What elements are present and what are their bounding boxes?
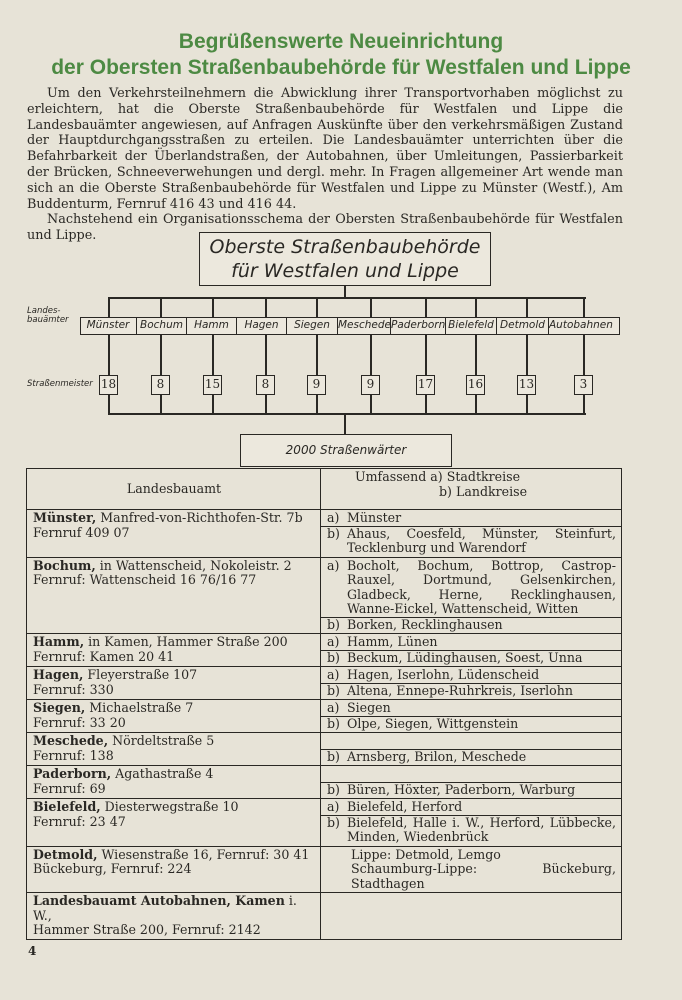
area-landkreise: b) Büren, Höxter, Paderborn, Warburg <box>327 781 576 797</box>
area-stadtkreise: a) Siegen <box>327 700 391 715</box>
office-cell <box>27 557 321 634</box>
office-phone: Fernruf: Wattenscheid 16 76/16 77 <box>33 572 257 587</box>
area-stadtkreise: a) Bocholt, Bochum, Bottrop, Castrop-Rauxel, Dortmund, Gelsenkirchen, Gladbeck, Herne, Recklinghausen, Wanne-Eickel, Wattenscheid, Witten <box>327 557 616 616</box>
office-address: in Wattenscheid, Nokoleistr. 2 <box>95 557 292 573</box>
header-landesbauamt: Landesbauamt <box>27 469 321 510</box>
area-cell <box>321 667 622 700</box>
office-meschede: Meschede <box>338 317 391 335</box>
office-addr-autobahn: i. W., <box>33 893 297 923</box>
office-cell <box>27 700 321 733</box>
office-name: Siegen, <box>33 700 86 715</box>
cell-autobahn-area <box>321 893 622 940</box>
office-address: Manfred-von-Richthofen-Str. 7b <box>96 510 303 525</box>
header-umfassend-line-1: Umfassend a) Stadtkreise <box>355 469 521 484</box>
count-hamm: 15 <box>203 375 222 395</box>
office-name-autobahn: Landesbauamt Autobahnen, Kamen <box>33 893 285 908</box>
office-paderborn: Paderborn <box>391 317 446 335</box>
table-row <box>27 799 622 847</box>
office-cell <box>27 634 321 667</box>
office-phone: Fernruf 409 07 <box>33 524 130 540</box>
area-cell <box>321 733 622 766</box>
office-name: Hagen, <box>33 667 84 682</box>
office-addr-detmold: Wiesenstraße 16, Fernruf: 30 41 <box>97 846 310 862</box>
office-hamm: Hamm <box>187 317 237 335</box>
office-cell <box>27 766 321 799</box>
office-cell <box>27 799 321 847</box>
office-name: Münster, <box>33 510 97 525</box>
office-address: Agathastraße 4 <box>111 766 214 781</box>
label-landesbauaemter: Landes- bauämter <box>27 306 69 325</box>
office-autobahnen: Autobahnen <box>549 319 613 331</box>
office-hagen: Hagen <box>237 317 287 335</box>
area-landkreise: b) Beckum, Lüdinghausen, Soest, Unna <box>327 649 583 665</box>
office-phone: Fernruf: Kamen 20 41 <box>33 648 175 664</box>
office-name-detmold: Detmold, <box>33 846 98 862</box>
table-row <box>27 733 622 766</box>
landesbauamt-table <box>26 468 622 940</box>
intro-paragraph-1: Um den Verkehrsteilnehmern die Abwicklung ihrer Transportvorhaben möglichst zu erleichtern, hat die Oberste Straßenbaubehörde für Westfalen und Lippe die Landesbauämter angewiesen, auf Anfragen Auskünfte über den verkehrsmäßigen Zustand der Hauptdurchgangsstraßen zu erteilen. Die Landesbauämter unterrichten über die Befahrbarkeit der Überlandstraßen, der Autobahnen, über Umleitungen, Passierbarkeit der Brücken, Schneeverwehungen und dergl. mehr. In Fragen allgemeiner Art wende man sich an die Oberste Straßenbaubehörde für Westfalen und Lippe zu Münster (Westf.), Am Buddenturm, Fernruf 416 43 und 416 44. <box>27 86 623 212</box>
table-row <box>27 667 622 700</box>
page-number: 4 <box>28 944 37 958</box>
office-line2-autobahn: Hammer Straße 200, Fernruf: 2142 <box>33 922 261 937</box>
label-strassenmeister: Straßenmeister <box>27 379 93 389</box>
area-landkreise: b) Altena, Ennepe-Ruhrkreis, Iserlohn <box>327 682 573 698</box>
org-head-line-1: Oberste Straßenbaubehörde <box>209 236 481 258</box>
cell-detmold-area: Lippe: Detmold, Lemgo Schaumburg-Lippe: Bückeburg, Stadthagen <box>321 846 622 893</box>
office-münster: Münster <box>80 317 137 335</box>
area-stadtkreise: a) Münster <box>327 510 402 525</box>
table-row-detmold <box>27 846 622 893</box>
count-bochum: 8 <box>151 375 170 395</box>
count-münster: 18 <box>99 375 118 395</box>
office-address: in Kamen, Hammer Straße 200 <box>84 634 288 649</box>
office-address: Diesterwegstraße 10 <box>100 799 239 814</box>
table-header-row <box>27 469 622 510</box>
page-title-line-1: Begrüßenswerte Neueinrichtung <box>178 30 504 53</box>
office-address: Nördeltstraße 5 <box>108 733 215 748</box>
header-umfassend <box>321 469 622 510</box>
table-row <box>27 557 622 634</box>
table-body <box>27 510 622 847</box>
office-address: Michaelstraße 7 <box>85 700 194 715</box>
intro-text <box>27 86 623 244</box>
cell-detmold-office <box>27 846 321 893</box>
area-landkreise: b) Borken, Recklinghausen <box>327 616 503 632</box>
office-cell <box>27 510 321 558</box>
area-cell <box>321 766 622 799</box>
count-hagen: 8 <box>256 375 275 395</box>
office-name: Paderborn, <box>33 766 112 781</box>
office-address: Fleyerstraße 107 <box>83 667 198 682</box>
area-cell <box>321 557 622 634</box>
area-cell <box>321 700 622 733</box>
office-bielefeld: Bielefeld <box>446 317 497 335</box>
office-detmold: Detmold <box>497 317 549 335</box>
area-landkreise: b) Olpe, Siegen, Wittgenstein <box>327 715 519 731</box>
office-cell <box>27 667 321 700</box>
count-autobahnen: 3 <box>574 375 593 395</box>
area-cell <box>321 510 622 558</box>
page-title-line-2: der Obersten Straßenbaubehörde für Westfalen und Lippe <box>51 56 631 79</box>
header-umfassend-line-2: b) Landkreise <box>439 483 528 499</box>
area-landkreise: b) Bielefeld, Halle i. W., Herford, Lübbecke, Minden, Wiedenbrück <box>327 814 616 844</box>
workers-box: 2000 Straßenwärter <box>240 434 452 467</box>
intro-paragraph-2: Nachstehend ein Organisationsschema der Obersten Straßenbaubehörde für Westfalen und Lippe. <box>27 212 623 244</box>
office-name: Meschede, <box>33 733 109 748</box>
office-line2-detmold: Bückeburg, Fernruf: 224 <box>33 861 192 876</box>
count-detmold: 13 <box>517 375 536 395</box>
table-row <box>27 634 622 667</box>
office-name: Bielefeld, <box>33 799 101 814</box>
office-phone: Fernruf: 138 <box>33 747 114 763</box>
area-landkreise: b) Arnsberg, Brilon, Meschede <box>327 748 527 764</box>
area-stadtkreise: a) Hagen, Iserlohn, Lüdenscheid <box>327 667 540 682</box>
count-bielefeld: 16 <box>466 375 485 395</box>
count-paderborn: 17 <box>416 375 435 395</box>
office-phone: Fernruf: 23 47 <box>33 813 126 829</box>
office-phone: Fernruf: 69 <box>33 780 106 796</box>
table-row <box>27 510 622 558</box>
area-stadtkreise: a) Hamm, Lünen <box>327 634 438 649</box>
count-siegen: 9 <box>307 375 326 395</box>
office-phone: Fernruf: 33 20 <box>33 714 126 730</box>
area-cell <box>321 634 622 667</box>
office-cell <box>27 733 321 766</box>
table-row <box>27 766 622 799</box>
area-stadtkreise: a) Bielefeld, Herford <box>327 799 463 814</box>
area-landkreise: b) Ahaus, Coesfeld, Münster, Steinfurt, Tecklenburg und Warendorf <box>327 525 616 555</box>
office-phone: Fernruf: 330 <box>33 681 114 697</box>
area-cell <box>321 799 622 847</box>
org-head-line-2: für Westfalen und Lippe <box>231 260 459 282</box>
office-siegen: Siegen <box>287 317 338 335</box>
table-row-autobahnen <box>27 893 622 940</box>
table-row <box>27 700 622 733</box>
cell-autobahn-office <box>27 893 321 940</box>
office-bochum: Bochum <box>137 317 187 335</box>
count-meschede: 9 <box>361 375 380 395</box>
org-chart-head-box <box>199 232 491 286</box>
office-name: Bochum, <box>33 557 96 573</box>
office-name: Hamm, <box>33 634 85 649</box>
